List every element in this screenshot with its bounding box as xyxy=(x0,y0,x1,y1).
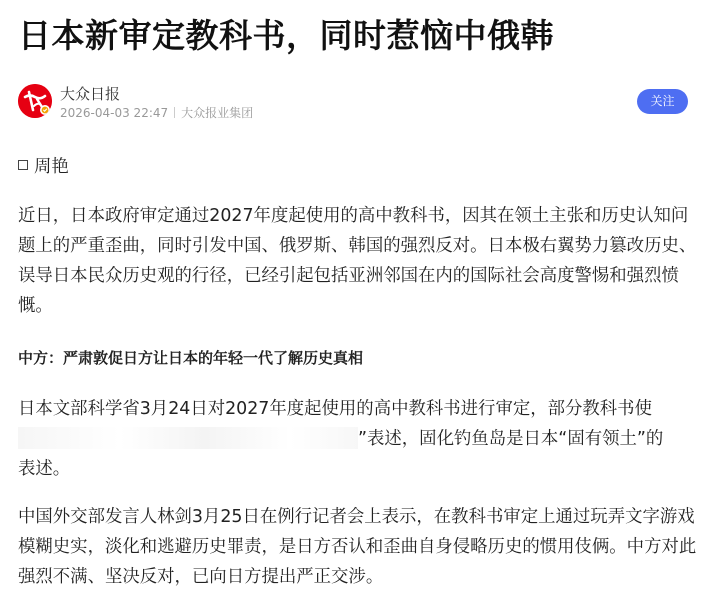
obscured-text-overlay xyxy=(18,427,358,449)
meta-divider xyxy=(174,107,175,118)
paragraph-2-line-3: 表述。 xyxy=(18,459,71,479)
author-name: 周艳 xyxy=(34,157,69,177)
paragraph-2-line-2: ”表述，固化钓鱼岛是日本“固有领土”的 xyxy=(358,429,664,449)
follow-button[interactable]: 关注 xyxy=(637,89,688,114)
dazhong-daily-logo-icon xyxy=(18,84,52,118)
section-subheading: 中方：严肃敦促日方让日本的年轻一代了解历史真相 xyxy=(18,349,364,367)
square-bullet-icon xyxy=(18,160,28,170)
author-byline xyxy=(18,152,702,182)
publish-datetime: 2026-04-03 22:47 xyxy=(60,106,169,120)
paragraph-3: 中国外交部发言人林剑3月25日在例行记者会上表示，在教科书审定上通过玩弄文字游戏模糊史实，淡化和逃避历史罪责，是日方否认和歪曲自身侵略历史的惯用伎俩。中方对此强烈不满、坚决反对，已向日方提出严正交涉。 xyxy=(18,507,697,587)
paragraph-1: 近日，日本政府审定通过2027年度起使用的高中教科书，因其在领土主张和历史认知问题上的严重歪曲，同时引发中国、俄罗斯、韩国的强烈反对。日本极右翼势力篡改历史、误导日本民众历史观的行径，已经引起包括亚洲邻国在内的国际社会高度警惕和强烈愤慨。 xyxy=(18,206,697,316)
source-name[interactable]: 大众日报 xyxy=(60,85,121,103)
publish-info xyxy=(60,105,253,121)
article-title: 日本新审定教科书，同时惹恼中俄韩 xyxy=(18,16,554,55)
source-org: 大众报业集团 xyxy=(181,106,254,120)
source-avatar[interactable] xyxy=(18,84,52,118)
paragraph-2-line-1: 日本文部科学省3月24日对2027年度起使用的高中教科书进行审定，部分教科书使 xyxy=(18,399,652,419)
source-meta xyxy=(18,84,702,122)
